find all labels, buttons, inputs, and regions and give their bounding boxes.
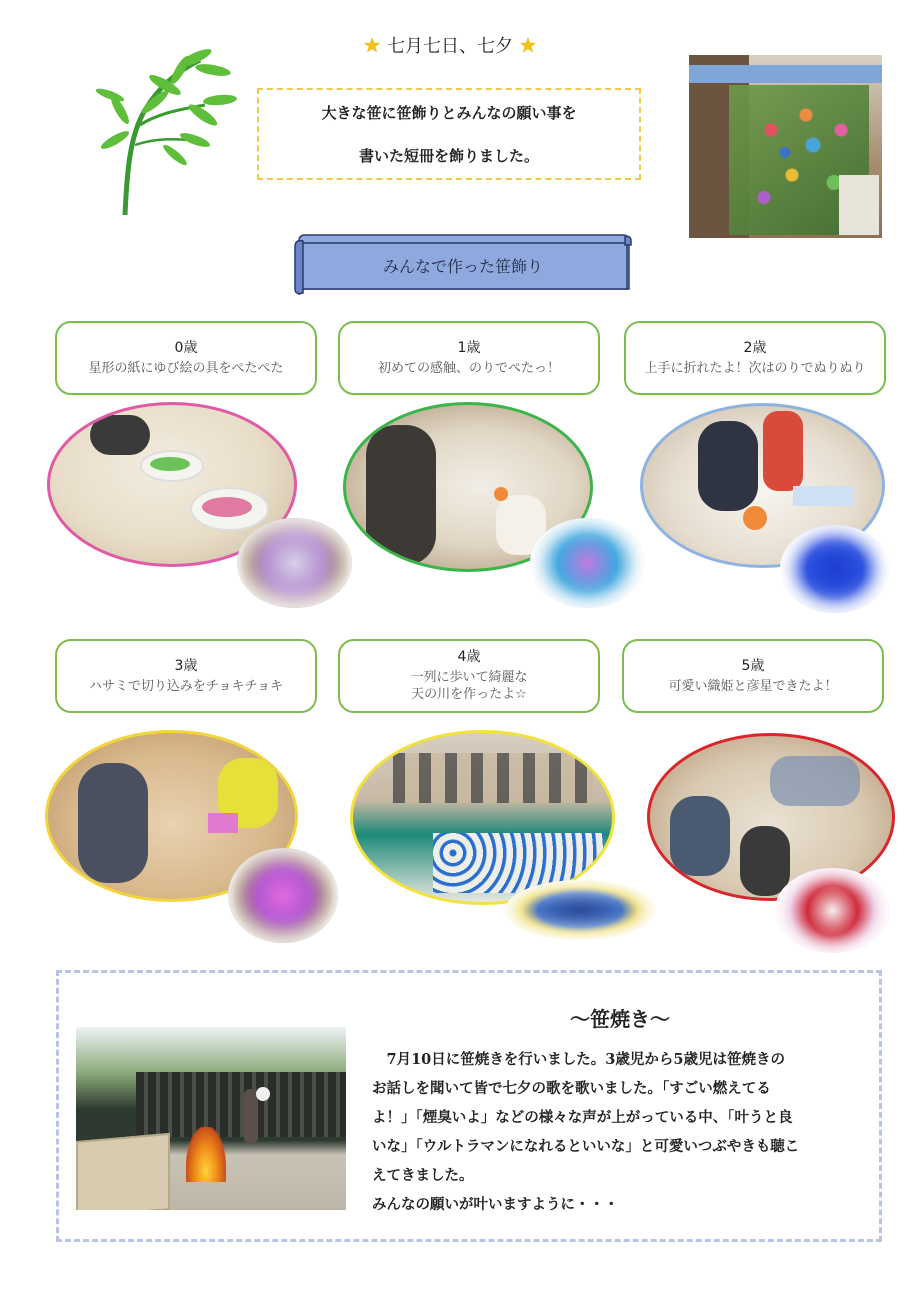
sasayaki-line: お話しを聞いて皆で七夕の歌を歌いました。「すごい燃えてる xyxy=(372,1080,771,1097)
intro-line-1: 大きな笹に笹飾りとみんなの願い事を xyxy=(321,104,577,122)
sasayaki-line: みんなの願いが叶いますように・・・ xyxy=(372,1196,619,1213)
sasayaki-line: えてきました。 xyxy=(372,1167,474,1184)
craft-star-0 xyxy=(237,518,352,608)
craft-fold-2 xyxy=(780,525,890,613)
age-card-3 xyxy=(55,639,317,713)
sasayaki-line: いな」「ウルトラマンになれるといいな」と可愛いつぶやきも聴こ xyxy=(372,1138,800,1155)
sasayaki-line: よ！」「煙臭いよ」などの様々な声が上がっている中、「叶うと良 xyxy=(372,1109,793,1126)
craft-pink-3 xyxy=(228,848,338,943)
bamboo-decoration-photo xyxy=(689,55,882,238)
age-card-0 xyxy=(55,321,317,395)
sasayaki-text xyxy=(372,1045,857,1219)
craft-orihime-5 xyxy=(775,868,890,953)
sasayaki-photo xyxy=(76,1027,346,1210)
age-description: 一列に歩いて綺麗な xyxy=(410,669,528,685)
craft-milkyway-4 xyxy=(505,880,655,940)
sasayaki-title: ～笹焼き～ xyxy=(570,1006,670,1031)
page-title xyxy=(350,30,550,60)
age-label: 2歳 xyxy=(743,339,767,356)
sasayaki-line: 7月10日に笹焼きを行いました。3歳児から5歳児は笹焼きの xyxy=(372,1051,785,1068)
age-card-2 xyxy=(624,321,886,395)
title-text: 七月七日、七夕 xyxy=(387,36,513,57)
age-label: 4歳 xyxy=(457,649,481,665)
intro-box xyxy=(257,88,641,180)
age-label: 0歳 xyxy=(174,339,198,356)
age-label: 1歳 xyxy=(457,339,481,356)
intro-line-2: 書いた短冊を飾りました。 xyxy=(358,147,539,165)
age-description: 上手に折れたよ！次はのりでぬりぬり xyxy=(644,360,866,376)
age-description: 可愛い織姫と彦星できたよ！ xyxy=(668,678,838,694)
age-description: 初めての感触、のりでぺたっ！ xyxy=(377,360,560,376)
age-card-5 xyxy=(622,639,884,713)
banner-text: みんなで作った笹飾り xyxy=(382,256,543,276)
age-label: 5歳 xyxy=(741,657,765,674)
age-card-4 xyxy=(338,639,600,713)
star-icon: ★ xyxy=(363,33,381,57)
craft-kimono-1 xyxy=(530,518,645,608)
bamboo-illustration xyxy=(95,40,245,220)
age-description: ハサミで切り込みをチョキチョキ xyxy=(88,678,284,694)
star-icon: ★ xyxy=(519,33,537,57)
age-card-1 xyxy=(338,321,600,395)
age-description-2: 天の川を作ったよ☆ xyxy=(411,687,527,703)
age-label: 3歳 xyxy=(174,657,198,674)
photo-age-4 xyxy=(350,730,615,905)
age-description: 星形の紙にゆび絵の具をぺたぺた xyxy=(88,360,284,376)
